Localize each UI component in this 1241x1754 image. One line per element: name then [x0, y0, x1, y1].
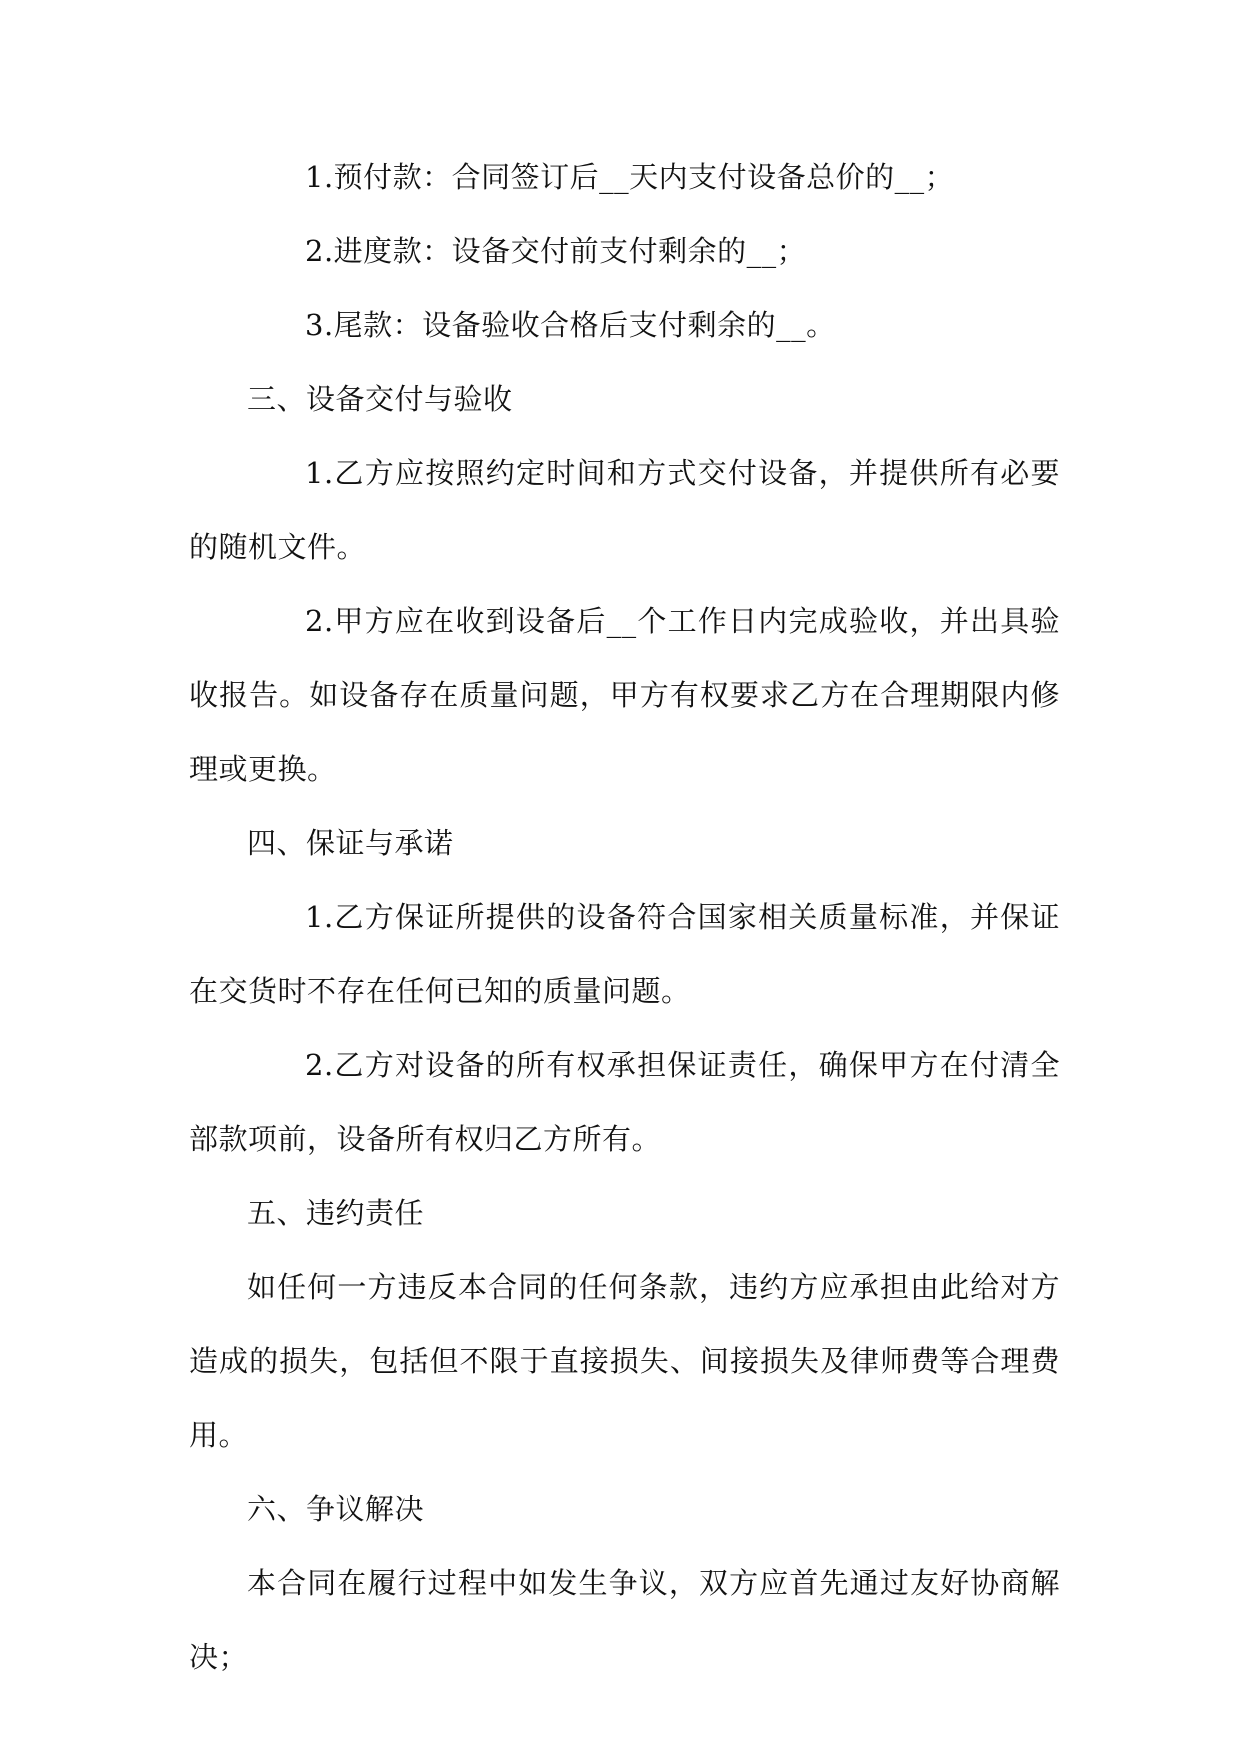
list-text: 乙方应按照约定时间和方式交付设备，并提供所有必要的随机文件。	[189, 456, 1060, 564]
section-heading-liability: 五、违约责任	[247, 1196, 425, 1230]
list-number: 1.	[305, 900, 334, 934]
list-number: 1.	[305, 160, 334, 194]
list-text: 预付款：合同签订后__天内支付设备总价的__；	[333, 160, 955, 194]
list-text: 尾款：设备验收合格后支付剩余的__。	[333, 308, 836, 342]
list-number: 2.	[305, 1048, 334, 1082]
list-item-ownership-guarantee	[189, 1028, 1060, 1176]
list-number: 1.	[305, 456, 334, 490]
list-text: 乙方保证所提供的设备符合国家相关质量标准，并保证在交货时不存在任何已知的质量问题。	[189, 900, 1060, 1008]
list-item-quality-guarantee	[189, 880, 1060, 1028]
list-item-acceptance	[189, 584, 1060, 806]
section-heading-dispute: 六、争议解决	[247, 1492, 425, 1526]
body-paragraph-liability: 如任何一方违反本合同的任何条款，违约方应承担由此给对方造成的损失，包括但不限于直接损失、间接损失及律师费等合理费用。	[189, 1270, 1060, 1452]
list-text: 乙方对设备的所有权承担保证责任，确保甲方在付清全部款项前，设备所有权归乙方所有。	[189, 1048, 1060, 1156]
section-heading-delivery: 三、设备交付与验收	[247, 382, 513, 416]
list-number: 2.	[305, 234, 334, 268]
list-item-progress-payment	[189, 214, 1060, 288]
list-text: 进度款：设备交付前支付剩余的__；	[333, 234, 807, 268]
list-number: 3.	[305, 308, 334, 342]
document-body	[189, 140, 1060, 1694]
list-item-prepayment	[189, 140, 1060, 214]
body-paragraph-dispute: 本合同在履行过程中如发生争议，双方应首先通过友好协商解决；	[189, 1566, 1060, 1674]
list-item-delivery	[189, 436, 1060, 584]
list-number: 2.	[305, 604, 334, 638]
list-item-final-payment	[189, 288, 1060, 362]
list-text: 甲方应在收到设备后__个工作日内完成验收，并出具验收报告。如设备存在质量问题，甲方有权要求乙方在合理期限内修理或更换。	[189, 604, 1060, 786]
section-heading-warranty: 四、保证与承诺	[247, 826, 454, 860]
